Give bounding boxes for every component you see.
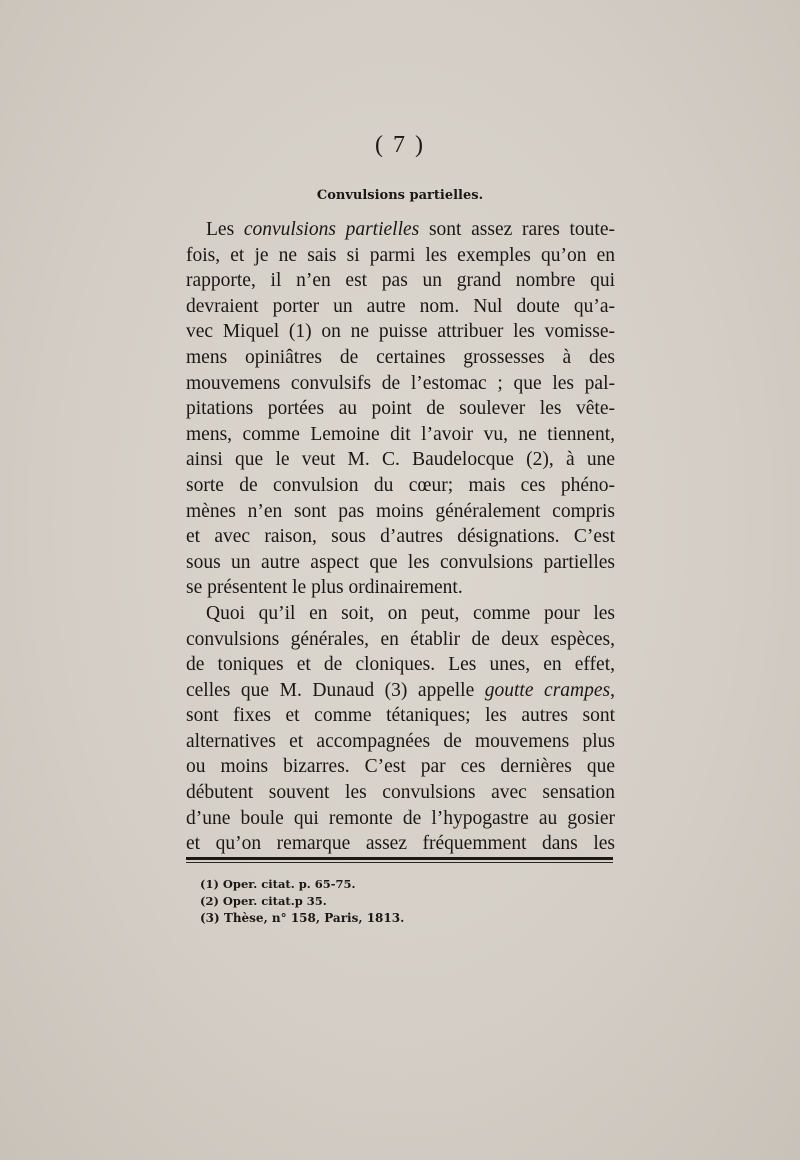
text-line: mens opiniâtres de certaines grossesses à des: [186, 346, 615, 368]
paragraph-2: [186, 601, 615, 857]
text-line: Les convulsions partielles sont assez rares toute-: [206, 219, 616, 240]
text-line: mouvemens convulsifs de l’estomac ; que les pal-: [186, 372, 615, 394]
text-line: fois, et je ne sais si parmi les exemples qu’on en: [186, 244, 615, 266]
body-text: [186, 217, 615, 857]
text-line: ainsi que le veut M. C. Baudelocque (2), à une: [186, 449, 615, 471]
text-line: débutent souvent les convulsions avec sensation: [186, 782, 615, 804]
italic-term: convulsions partielles: [243, 219, 420, 240]
text-line: alternatives et accompagnées de mouvemens plus: [186, 730, 615, 752]
text-line: celles que M. Dunaud (3) appelle goutte crampes,: [186, 679, 615, 701]
section-heading: Convulsions partielles.: [316, 188, 484, 203]
text-line: de toniques et de cloniques. Les unes, en effet,: [186, 654, 615, 676]
text-line: Quoi qu’il en soit, on peut, comme pour les: [206, 602, 615, 624]
footnote-3: (3) Thèse, n° 158, Paris, 1813.: [200, 911, 405, 925]
text-line: pitations portées au point de soulever les vête-: [186, 398, 615, 420]
text-line: sous un autre aspect que les convulsions partielles: [186, 551, 615, 573]
footnote-1: (1) Oper. citat. p. 65-75.: [200, 877, 356, 891]
text-line: et qu’on remarque assez fréquemment dans les: [186, 833, 615, 855]
text-line: convulsions générales, en établir de deux espèces,: [186, 628, 615, 650]
text-line: sorte de convulsion du cœur; mais ces phéno-: [186, 474, 615, 496]
text-line: mens, comme Lemoine dit l’avoir vu, ne tiennent,: [186, 423, 615, 445]
text-line: se présentent le plus ordinairement.: [186, 577, 463, 599]
text-line: et avec raison, sous d’autres désignations. C’est: [186, 526, 615, 548]
text-line: rapporte, il n’en est pas un grand nombre qui: [186, 270, 615, 292]
text-line: mènes n’en sont pas moins généralement compris: [186, 500, 615, 522]
text-line: sont fixes et comme tétaniques; les autres sont: [186, 705, 615, 727]
footnote-2: (2) Oper. citat.p 35.: [200, 894, 327, 908]
text-line: ou moins bizarres. C’est par ces dernières que: [186, 756, 615, 778]
text-line: devraient porter un autre nom. Nul doute qu’a-: [186, 295, 615, 317]
footnotes: [200, 876, 620, 927]
footnote-rule: [186, 857, 613, 860]
text-line: d’une boule qui remonte de l’hypogastre au gosier: [186, 807, 615, 829]
italic-term: goutte crampes: [484, 679, 611, 701]
text-line: vec Miquel (1) on ne puisse attribuer les vomisse-: [186, 321, 615, 343]
footnote-rule-thin: [186, 862, 613, 863]
page-number: ( 7 ): [375, 132, 425, 158]
paragraph-1: [186, 217, 615, 601]
